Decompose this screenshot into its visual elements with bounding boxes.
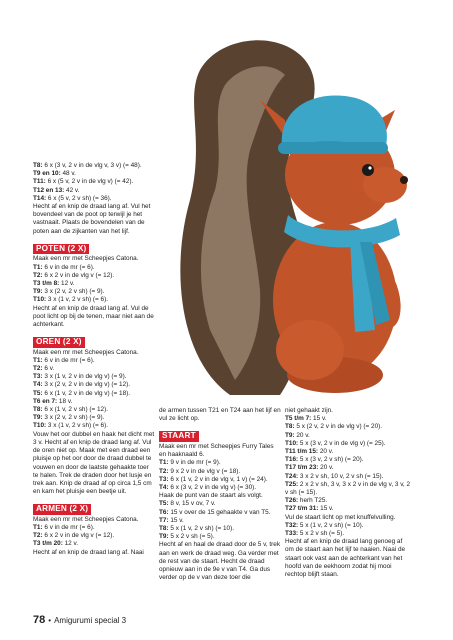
- instruction-line: [285, 440, 411, 448]
- round-label: T4:: [159, 483, 169, 491]
- round-label: T9:: [159, 533, 169, 541]
- instruction-text: 20 v.: [318, 464, 334, 472]
- round-label: T3 t/m 20:: [33, 540, 63, 548]
- instruction-text: 9 v in de mr (= 9).: [168, 459, 221, 467]
- instruction-line: [285, 407, 411, 415]
- instruction-text: 5 x 2 v sh (= 5).: [168, 533, 215, 541]
- instruction-text: 12 v.: [62, 540, 78, 548]
- instruction-text: 15 v.: [311, 415, 327, 423]
- armen-continued: [159, 407, 281, 423]
- instruction-line: [159, 443, 281, 459]
- column-middle: [159, 407, 281, 582]
- round-label: T10:: [33, 422, 47, 430]
- round-label: T2:: [33, 271, 43, 279]
- instruction-text: 12 v.: [59, 279, 75, 287]
- instruction-text: 6 v.: [42, 365, 55, 373]
- instruction-line: [33, 540, 155, 548]
- instruction-text: 6 x (1 v, 2 v in de vlg v) (= 18).: [42, 389, 131, 397]
- round-label: T8:: [33, 162, 43, 169]
- round-label: T14:: [33, 194, 47, 202]
- instruction-text: Hecht af en knip de draad lang af. Vul de poot licht op bij de tenen, maar niet aan de achterkant.: [33, 304, 154, 328]
- instruction-text: 5 x (3 v, 2 v sh) (= 20).: [298, 456, 364, 464]
- nose: [400, 176, 408, 184]
- round-label: T25:: [285, 480, 299, 488]
- instruction-text: 6 x (3 v, 2 v in de vlg v) (= 30).: [168, 483, 257, 491]
- instruction-text: Vouw het oor dubbel en haak het dicht met 3 v. Hecht af en knip de draad lang af. Vul de oren niet op. Maak met een draad een pluisje op het oor door de draad dubbel te vouwen en door de laatste gehaakte toer te halen. Trek de draden door het lusje en trek aan. Knip de draad af op circa 1,5 cm en kam het pluisje een beetje uit.: [33, 430, 155, 496]
- round-label: T3:: [159, 475, 169, 483]
- round-label: T26:: [285, 497, 299, 505]
- instruction-text: Haak de punt van de staart als volgt.: [159, 492, 263, 500]
- round-label: T33:: [285, 530, 299, 538]
- instruction-text: 15 v over de 15 gehaakte v van T5.: [168, 508, 271, 516]
- round-label: T11 t/m 15:: [285, 448, 319, 456]
- round-label: T8:: [159, 524, 169, 532]
- instruction-text: Maak een mr met Scheepjes Catona.: [33, 348, 139, 356]
- instruction-line: [33, 373, 155, 381]
- instruction-text: 48 v.: [60, 170, 76, 178]
- staart-instructions: [159, 443, 281, 582]
- instruction-line: [33, 187, 155, 195]
- heading-staart: STAART: [159, 431, 199, 442]
- oren-instructions: [33, 349, 155, 497]
- eye-shine: [368, 166, 371, 169]
- instruction-text: 3 x (1 v, 2 v in de vlg v) (= 9).: [42, 373, 127, 381]
- instruction-line: [33, 280, 155, 288]
- section-armen: [33, 502, 155, 557]
- instruction-line: [285, 464, 411, 472]
- instruction-text: 6 v in de mr (= 6).: [42, 263, 95, 271]
- poten-instructions: [33, 255, 155, 329]
- round-label: T6:: [159, 508, 169, 516]
- instruction-text: 6 v in de mr (= 6).: [42, 356, 95, 364]
- column-left: [33, 162, 155, 557]
- instruction-line: [33, 162, 155, 170]
- instruction-line: [33, 414, 155, 422]
- instruction-line: [33, 422, 155, 430]
- round-label: T3:: [33, 373, 43, 381]
- round-label: T7:: [159, 516, 169, 524]
- round-label: T8:: [33, 406, 43, 414]
- round-label: T17 t/m 23:: [285, 464, 319, 472]
- instruction-line: [159, 541, 281, 582]
- heading-oren: OREN (2 X): [33, 337, 85, 348]
- instruction-line: [33, 296, 155, 304]
- instruction-text: 15 v.: [168, 516, 184, 524]
- round-label: T32:: [285, 521, 299, 529]
- instruction-line: [33, 381, 155, 389]
- round-label: T11:: [33, 178, 46, 186]
- round-label: T1:: [33, 263, 43, 271]
- instruction-text: Maak een mr met Scheepjes Catona.: [33, 515, 139, 523]
- round-label: T1:: [159, 459, 169, 467]
- instruction-text: 6 x (3 v, 2 v in de vlg v, 3 v) (= 48).: [42, 162, 142, 169]
- round-label: T9:: [285, 431, 295, 439]
- round-label: T6 en 7:: [33, 397, 58, 405]
- round-label: T5 t/m 7:: [285, 415, 312, 423]
- instruction-line: [33, 431, 155, 497]
- eye: [362, 164, 374, 176]
- instruction-line: [33, 516, 155, 524]
- instruction-text: 18 v.: [57, 397, 73, 405]
- instruction-line: [33, 305, 155, 330]
- instruction-text: 8 v, 15 v ov, 7 v.: [168, 500, 216, 508]
- page-footer: [33, 614, 126, 626]
- top-instructions: [33, 162, 155, 236]
- round-label: T8:: [285, 423, 295, 431]
- instruction-line: [33, 203, 155, 236]
- instruction-text: Maak een mr met Scheepjes Furry Tales en haaknaald 6.: [159, 442, 274, 459]
- instruction-text: 3 x (2 v, 2 v sh) (= 9).: [42, 414, 105, 422]
- instruction-line: [33, 532, 155, 540]
- instruction-text: Hecht af en knip de draad lang genoeg af om de staart aan het lijf te naaien. Naai de staart ook vast aan de achterkant van het hoofd van de eekhoorn zodat hij mooi rechtop blijft staan.: [285, 538, 406, 579]
- instruction-line: [285, 514, 411, 522]
- section-staart: [159, 429, 281, 582]
- instruction-line: [33, 398, 155, 406]
- instruction-text: 2 x 2 v sh, 3 v, 3 x 2 v in de vlg v, 3 v, 2 v sh (= 15).: [285, 480, 411, 497]
- instruction-line: [33, 195, 155, 203]
- instruction-line: [33, 406, 155, 414]
- round-label: T27 t/m 31:: [285, 505, 319, 513]
- instruction-text: 5 x (2 v, 2 v in de vlg v) (= 20).: [294, 423, 383, 431]
- round-label: T10:: [33, 296, 47, 304]
- instruction-text: 20 v.: [318, 448, 334, 456]
- round-label: T9:: [33, 288, 43, 296]
- instruction-text: 3 x (2 v, 2 v sh) (= 9).: [42, 288, 105, 296]
- instruction-text: 9 x 2 v in de vlg v (= 18).: [168, 467, 241, 475]
- instruction-text: herh T25.: [298, 497, 328, 505]
- instruction-line: [159, 407, 281, 423]
- round-label: T5:: [159, 500, 169, 508]
- instruction-text: 3 x (2 v, 2 v in de vlg v) (= 12).: [42, 381, 131, 389]
- instruction-line: [159, 533, 281, 541]
- instruction-text: 5 x (1 v, 2 v sh) (= 10).: [298, 521, 364, 529]
- instruction-text: 5 x (1 v, 2 v sh) (= 10).: [168, 524, 235, 532]
- instruction-line: [159, 500, 281, 508]
- instruction-line: [285, 481, 411, 497]
- instruction-text: 6 x 2 v in de vlg v (= 12).: [42, 532, 115, 540]
- round-label: T2:: [159, 467, 169, 475]
- instruction-line: [33, 178, 155, 186]
- instruction-line: [285, 473, 411, 481]
- armen-instructions: [33, 516, 155, 557]
- round-label: T3 t/m 8:: [33, 279, 60, 287]
- instruction-text: 3 x 2 v sh, 10 v, 2 v sh (= 15).: [298, 472, 384, 480]
- instruction-text: de armen tussen T21 en T24 aan het lijf en vul ze licht op.: [159, 407, 281, 423]
- instruction-line: [285, 530, 411, 538]
- instruction-text: 15 v.: [318, 505, 334, 513]
- round-label: T2:: [33, 365, 43, 373]
- round-label: T4:: [33, 381, 43, 389]
- instruction-text: 5 x 2 v sh (= 5).: [298, 530, 345, 538]
- instruction-text: 6 v in de mr (= 6).: [42, 524, 95, 532]
- instruction-line: [33, 272, 155, 280]
- instruction-line: [33, 288, 155, 296]
- instruction-text: niet gehaakt zijn.: [285, 407, 333, 414]
- round-label: T9:: [33, 414, 43, 422]
- instruction-line: [33, 170, 155, 178]
- instruction-line: [159, 492, 281, 500]
- instruction-line: [285, 497, 411, 505]
- round-label: T10:: [285, 439, 299, 447]
- footer-separator: •: [48, 616, 52, 625]
- instruction-line: [159, 476, 281, 484]
- instruction-line: [33, 524, 155, 532]
- round-label: T24:: [285, 472, 299, 480]
- heading-poten: POTEN (2 X): [33, 244, 89, 255]
- instruction-line: [33, 390, 155, 398]
- instruction-line: [159, 484, 281, 492]
- instruction-text: 6 x (1 v, 2 v sh) (= 12).: [42, 406, 109, 414]
- publication-name: Amigurumi special 3: [54, 616, 127, 625]
- instruction-line: [33, 255, 155, 263]
- leg: [276, 320, 344, 380]
- instruction-line: [159, 509, 281, 517]
- instruction-text: 3 x (1 v, 2 v sh) (= 6).: [46, 296, 108, 304]
- instruction-line: [159, 517, 281, 525]
- instruction-line: [159, 468, 281, 476]
- instruction-text: Vul de staart licht op met knuffelvulling.: [285, 513, 396, 521]
- instruction-line: [285, 456, 411, 464]
- section-poten: [33, 242, 155, 329]
- instruction-line: [33, 349, 155, 357]
- instruction-text: 3 x (1 v, 2 v sh) (= 6).: [46, 422, 108, 430]
- instruction-line: [33, 264, 155, 272]
- instruction-text: Hecht af en knip de draad lang af. Vul het bovendeel van de poot op terwijl je het vastnaait. Plaats de bovendelen van de poten aan de zijkanten van het lijf.: [33, 203, 151, 235]
- instruction-line: [33, 365, 155, 373]
- instruction-line: [285, 432, 411, 440]
- round-label: T9 en 10:: [33, 170, 61, 178]
- instruction-line: [159, 525, 281, 533]
- instruction-line: [159, 459, 281, 467]
- instruction-text: 5 x (3 v, 2 v in de vlg v) (= 25).: [298, 439, 386, 447]
- squirrel-photo: [160, 30, 430, 400]
- instruction-line: [285, 538, 411, 579]
- instruction-text: Maak een mr met Scheepjes Catona.: [33, 255, 139, 263]
- instruction-text: 42 v.: [64, 186, 80, 194]
- round-label: T2:: [33, 532, 43, 540]
- page-number: 78: [33, 614, 46, 626]
- round-label: T1:: [33, 524, 43, 532]
- round-label: T16:: [285, 456, 299, 464]
- instruction-text: 6 x (5 v, 2 v sh) (= 36).: [46, 194, 112, 202]
- round-label: T5:: [33, 389, 43, 397]
- instruction-line: [285, 423, 411, 431]
- section-oren: [33, 335, 155, 496]
- column-right: [285, 407, 411, 579]
- instruction-text: Hecht af en knip de draad lang af. Naai: [33, 548, 144, 556]
- heading-armen: ARMEN (2 X): [33, 504, 91, 515]
- round-label: T1:: [33, 356, 43, 364]
- instruction-line: [285, 415, 411, 423]
- instruction-text: 6 x 2 v in de vlg v (= 12).: [42, 271, 115, 279]
- instruction-line: [285, 448, 411, 456]
- instruction-line: [33, 357, 155, 365]
- instruction-line: [285, 505, 411, 513]
- instruction-text: 6 x (5 v, 2 v in de vlg v) (= 42).: [45, 178, 134, 186]
- instruction-line: [285, 522, 411, 530]
- hat-brim: [278, 142, 388, 154]
- instruction-text: 20 v.: [294, 431, 310, 439]
- instruction-text: 6 x (1 v, 2 v in de vlg v, 1 v) (= 24).: [168, 475, 268, 483]
- staart-continued: [285, 407, 411, 579]
- instruction-text: Hecht af en haal de draad door de 5 v, trek aan en werk de draad weg. Ga verder met de rest van de staart. Hecht de draad opnieuw aan in de 9e v van T4. Ga dus verder op de v van deze toer die: [159, 541, 281, 582]
- instruction-line: [33, 549, 155, 557]
- round-label: T12 en 13:: [33, 186, 65, 194]
